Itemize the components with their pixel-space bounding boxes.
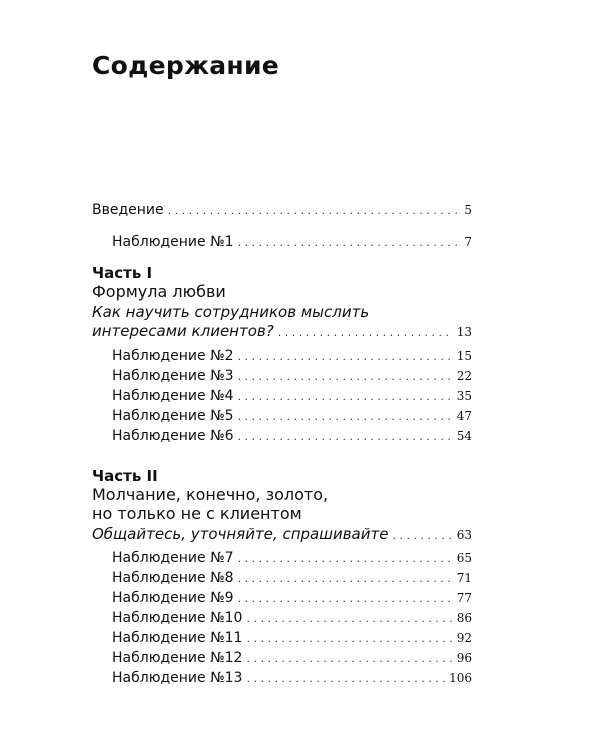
toc-entry-page: 7 [464,235,472,249]
toc-entry-label: Наблюдение №3 [112,368,234,384]
dot-leader [246,669,445,689]
dot-leader [246,609,452,629]
toc-entry-observation[interactable] [112,648,472,669]
dot-leader [238,589,453,609]
toc-entry-label: Наблюдение №4 [112,388,234,404]
dot-leader [168,201,461,221]
dot-leader [238,387,453,407]
part-1-subtitle-cont: интересами клиентов? [92,322,274,340]
toc-entry-observation[interactable] [112,608,472,629]
toc-entry-page: 65 [456,551,472,565]
toc-entry-label: Наблюдение №10 [112,610,243,626]
toc-entry-label: Наблюдение №13 [112,670,243,686]
toc-entry-page: 63 [456,528,472,542]
toc-entry-page: 5 [464,203,472,217]
dot-leader [238,569,453,589]
toc-entry-observation[interactable] [112,406,472,427]
toc-entry-page: 106 [449,671,472,685]
dot-leader [392,526,452,546]
toc-entry-label: Наблюдение №12 [112,650,243,666]
toc-entry-label: Наблюдение №11 [112,630,243,646]
part-1-label: Часть I [92,264,153,282]
toc-entry-page: 13 [456,325,472,339]
toc-entry-observation[interactable] [112,628,472,649]
dot-leader [238,427,453,447]
toc-entry-observation[interactable] [112,366,472,387]
toc-entry-label: Наблюдение №7 [112,550,234,566]
toc-entry-label: Наблюдение №2 [112,348,234,364]
toc-entry-page: 71 [456,571,472,585]
toc-entry-observation[interactable] [112,426,472,447]
dot-leader [238,549,453,569]
toc-entry-page: 54 [456,429,472,443]
toc-entry-page: 77 [456,591,472,605]
part-2-title: Молчание, конечно, золото, [92,485,329,504]
part-2-title-cont: но только не с клиентом [92,504,302,523]
toc-entry-label: Наблюдение №1 [112,234,234,250]
toc-entry-observation[interactable] [112,232,472,253]
dot-leader [238,347,453,367]
toc-entry-page: 96 [456,651,472,665]
toc-entry-label: Наблюдение №8 [112,570,234,586]
toc-entry-label: Введение [92,202,164,218]
toc-entry-observation[interactable] [112,568,472,589]
dot-leader [246,629,452,649]
toc-entry-page: 15 [456,349,472,363]
toc-entry-page: 92 [456,631,472,645]
toc-entry-page: 22 [456,369,472,383]
dot-leader [278,323,453,343]
part-2-label: Часть II [92,467,158,485]
part-2-subtitle: Общайтесь, уточняйте, спрашивайте [92,525,389,543]
toc-entry-page: 47 [456,409,472,423]
dot-leader [238,367,453,387]
toc-entry-label: Наблюдение №5 [112,408,234,424]
toc-entry-observation[interactable] [112,386,472,407]
toc-entry-label: Наблюдение №6 [112,428,234,444]
dot-leader [246,649,452,669]
toc-entry-part-1[interactable] [92,321,472,343]
toc-entry-label: Наблюдение №9 [112,590,234,606]
toc-entry-observation[interactable] [112,346,472,367]
page-title: Содержание [92,51,280,80]
toc-entry-page: 86 [456,611,472,625]
dot-leader [238,233,461,253]
toc-entry-page: 35 [456,389,472,403]
toc-entry-intro[interactable] [92,200,472,221]
part-1-title: Формула любви [92,282,226,301]
toc-entry-observation[interactable] [112,588,472,609]
toc-entry-observation[interactable] [112,548,472,569]
toc-entry-observation[interactable] [112,668,472,689]
dot-leader [238,407,453,427]
part-1-subtitle: Как научить сотрудников мыслить [92,303,370,321]
toc-entry-part-2[interactable] [92,524,472,546]
